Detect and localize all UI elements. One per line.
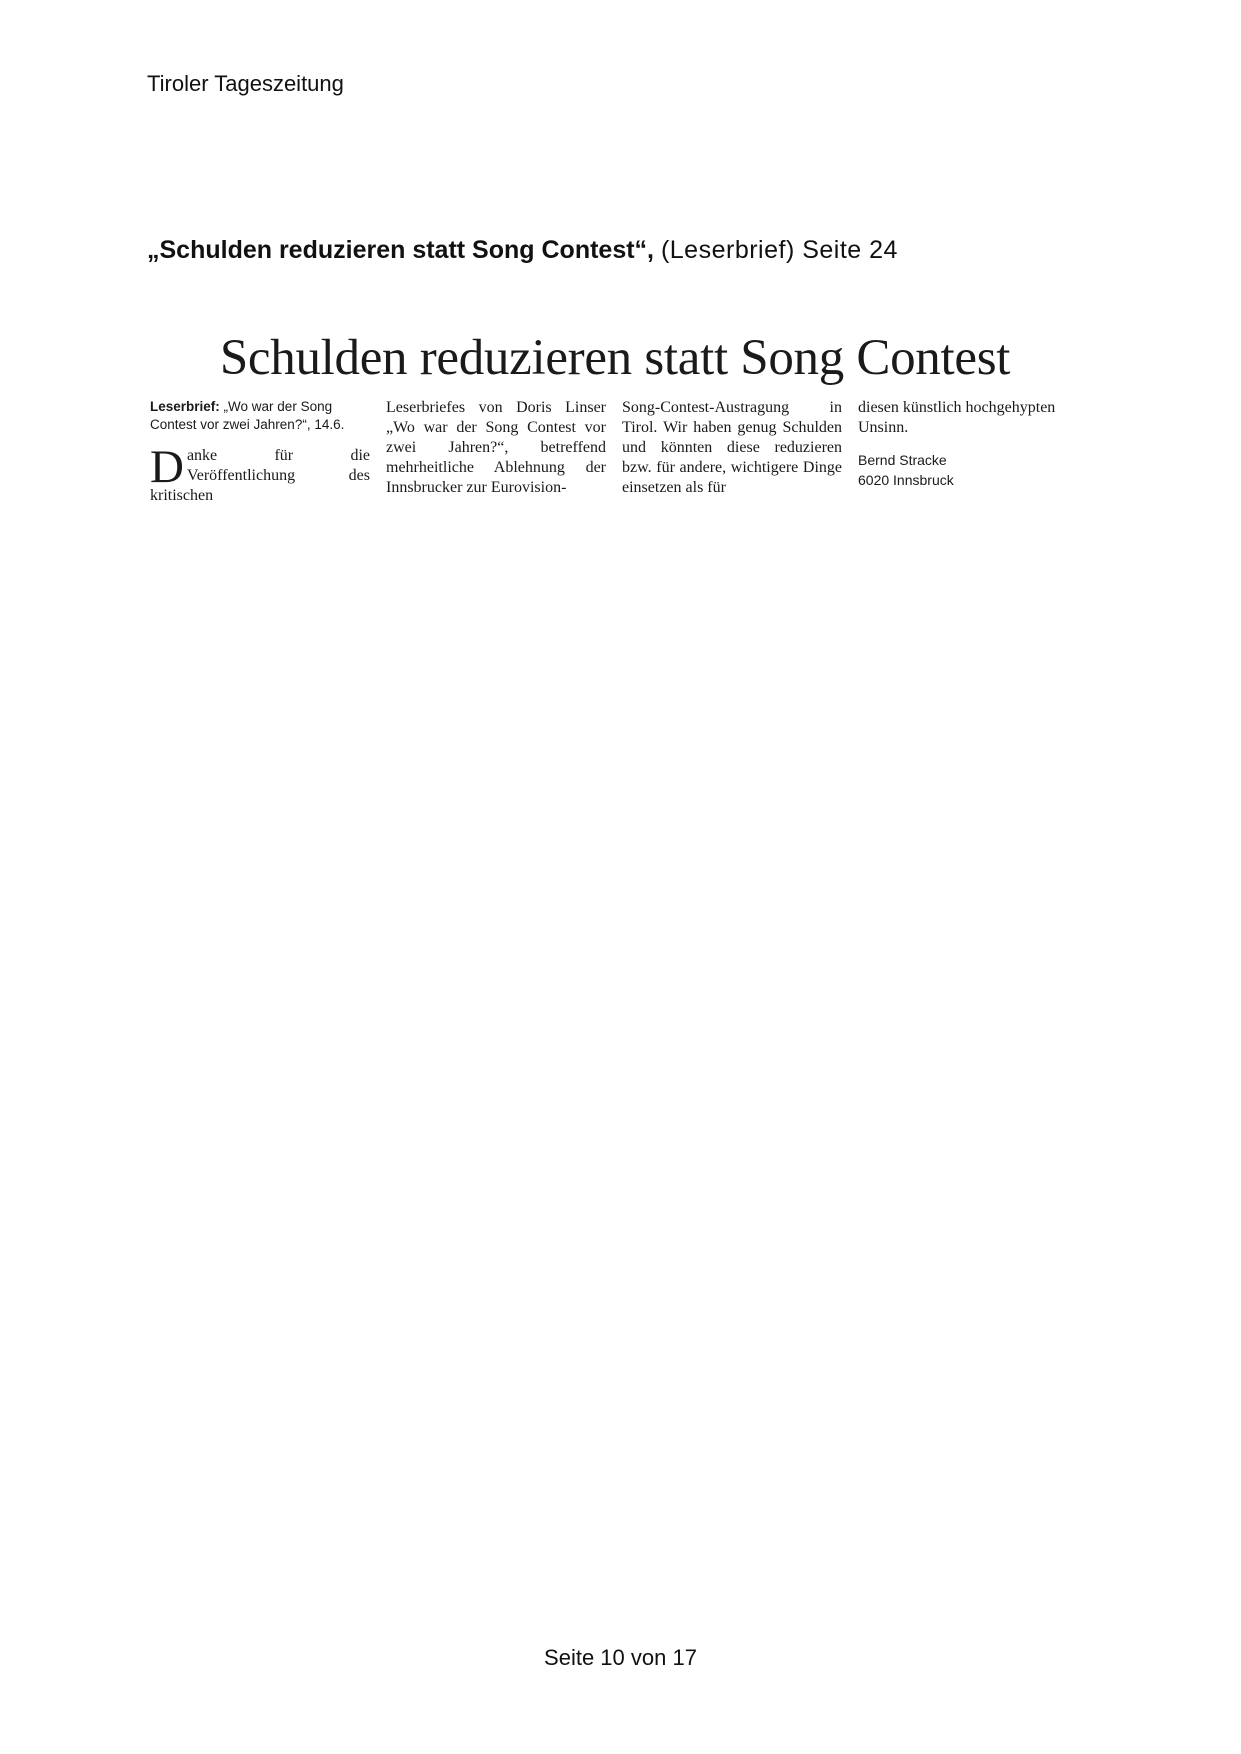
- column-1-text: anke für die Veröffentlichung des kritischen: [150, 447, 370, 505]
- reference-detail: (Leserbrief) Seite 24: [660, 236, 898, 264]
- column-2-text: Leserbriefes von Doris Linser „Wo war der Song Contest vor zwei Jahren?“, betreffend mehrheitliche Ablehnung der Innsbrucker zur Eurovision-: [386, 399, 606, 497]
- drop-cap: D: [150, 441, 184, 494]
- page-number: Seite 10 von 17: [544, 1645, 697, 1670]
- meta-label: Leserbrief:: [150, 399, 220, 415]
- article-columns: [150, 398, 1080, 506]
- meta-text: „Wo war der Song Contest vor zwei Jahren?“, 14.6.: [150, 399, 345, 433]
- reference-title: „Schulden reduzieren statt Song Contest“,: [147, 236, 654, 264]
- article-clipping: [150, 330, 1080, 506]
- article-column-3: [622, 398, 842, 506]
- article-reference: [147, 236, 898, 265]
- author-signature: [858, 450, 1078, 490]
- column-3-text: Song-Contest-Austragung in Tirol. Wir haben genug Schulden und könnten diese reduzieren bzw. für andere, wichtigere Dinge einsetzen als für: [622, 399, 842, 497]
- article-column-2: [386, 398, 606, 506]
- article-headline: Schulden reduzieren statt Song Contest: [219, 330, 1011, 386]
- article-meta: [150, 398, 370, 434]
- author-place: 6020 Innsbruck: [858, 472, 954, 489]
- column-4-text: diesen künstlich hochgehypten Unsinn.: [858, 399, 1056, 437]
- article-intro: [150, 441, 370, 506]
- author-name: Bernd Stracke: [858, 452, 947, 469]
- publication-name: Tiroler Tageszeitung: [147, 71, 344, 96]
- article-column-4: [858, 398, 1078, 506]
- article-column-1: [150, 398, 370, 506]
